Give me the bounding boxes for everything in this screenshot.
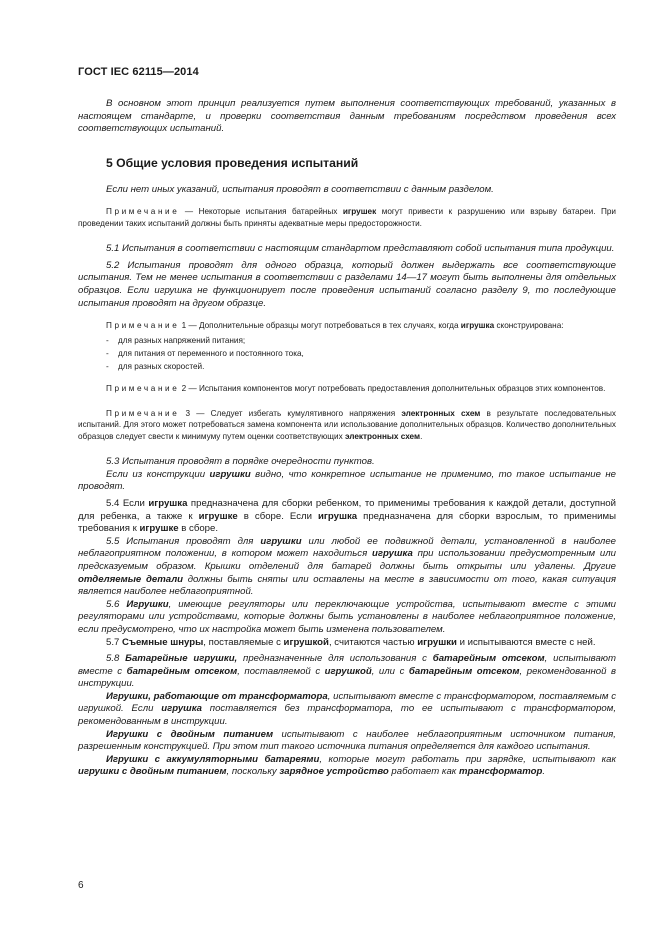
clause-5-5: 5.5 Испытания проводят для игрушки или любой ее подвижной детали, установленной в наиболее неблагоприятном положении, в котором может находиться игрушка при использовании предусмотренным или предсказуемым образом. Крышки отделений для батарей должны быть открыты или удалены. Другие отделяемые детали должны быть сняты или оставлены на месте в зависимости от того, какая ситуация является наиболее неблагоприятной. (78, 535, 616, 598)
list-item: - для питания от переменного и постоянного тока, (106, 347, 616, 360)
note-0: Примечание — Некоторые испытания батарейных игрушек могут привести к разрушению или взрыву батареи. При проведении таких испытаний должны быть приняты адекватные меры предосторожности. (78, 207, 617, 228)
clause-rechargeable: Игрушки с аккумуляторными батареями, которые могут работать при зарядке, испытывают как игрушки с двойным питанием, поскольку зарядное устройство работает как трансформатор. (78, 753, 617, 778)
note-3: Примечание 3 — Следует избегать кумулятивного напряжения электронных схем в результате последовательных испытаний. Для этого может потребоваться замена компонента или использование дополнительных образцов. Количество дополнительных образцов следует свести к минимуму путем оценки соответствующих электронных схем. (78, 408, 616, 441)
clause-5-7: 5.7 Съемные шнуры, поставляемые с игрушкой, считаются частью игрушки и испытываются вместе с ней. (106, 636, 596, 648)
note-2: Примечание 2 — Испытания компонентов могут потребовать предоставления дополнительных образцов этих компонентов. (106, 383, 606, 393)
clause-5-6: 5.6 Игрушки, имеющие регуляторы или переключающие устройства, испытывают вместе с этими регуляторами или устройствами, которые должны быть установлены в наиболее неблагоприятное положение, если предусмотрено, что их настройка может быть изменена пользователем. (78, 598, 616, 635)
note-1-list (78, 334, 616, 373)
list-item: - для разных скоростей. (106, 360, 616, 373)
document-header: ГОСТ IEC 62115—2014 (78, 66, 199, 78)
document-body (78, 98, 616, 779)
section-heading: 5 Общие условия проведения испытаний (106, 155, 359, 170)
clause-transformer: Игрушки, работающие от трансформатора, испытывают вместе с трансформатором, поставляемым с игрушкой. Если игрушка поставляется без трансформатора, то ее испытывают с трансформатором, рекомендованным в инструкции. (78, 690, 616, 728)
list-item: - для разных напряжений питания; (106, 334, 616, 347)
clause-5-3: 5.3 Испытания проводят в порядке очередности пунктов. (106, 456, 375, 468)
clause-5-2: 5.2 Испытания проводят для одного образца, который должен выдержать все соответствующие испытания. Тем не менее испытания в соответствии с разделами 14—17 могут быть выполнены для отдельных образцов. Если игрушка не функционирует после проведения испытаний согласно разделу 9, то последующие испытания проводят на другом образце. (78, 259, 616, 309)
intro-paragraph: В основном этот принцип реализуется путем выполнения соответствующих требований, указанных в настоящем стандарте, и проверки соответствия данным требованиям посредством проведения всех соответствующих испытаний. (78, 98, 616, 135)
section-lead: Если нет иных указаний, испытания проводят в соответствии с данным разделом. (106, 183, 494, 195)
clause-dual-supply: Игрушки с двойным питанием испытывают с наиболее неблагоприятным источником питания, разрешенным конструкцией. При этом тип такого источника питания определяется для каждого испытания. (78, 728, 616, 753)
note-1: Примечание 1 — Дополнительные образцы могут потребоваться в тех случаях, когда игрушка сконструирована: - для разных напряжений питания; - для питания от переменного и постоянного тока, - для разных скоростей. (78, 320, 616, 372)
clause-5-4: 5.4 Если игрушка предназначена для сборки ребенком, то применимы требования к каждой детали, доступной для ребенка, а также к игрушке в сборе. Если игрушка предназначена для сборки взрослым, то применимы требования к игрушке в сборе. (78, 497, 616, 535)
clause-5-8: 5.8 Батарейные игрушки, предназначенные для использования с батарейным отсеком, испытывают вместе с батарейным отсеком, поставляемой с игрушкой, или с батарейным отсеком, рекомендованной в инструкции. (78, 653, 617, 690)
clause-5-3-b: Если из конструкции игрушки видно, что конкретное испытание не применимо, то такое испытание не проводят. (78, 468, 617, 493)
clause-5-1: 5.1 Испытания в соответствии с настоящим стандартом представляют собой испытания типа продукции. (106, 243, 615, 255)
page-number: 6 (78, 880, 84, 891)
